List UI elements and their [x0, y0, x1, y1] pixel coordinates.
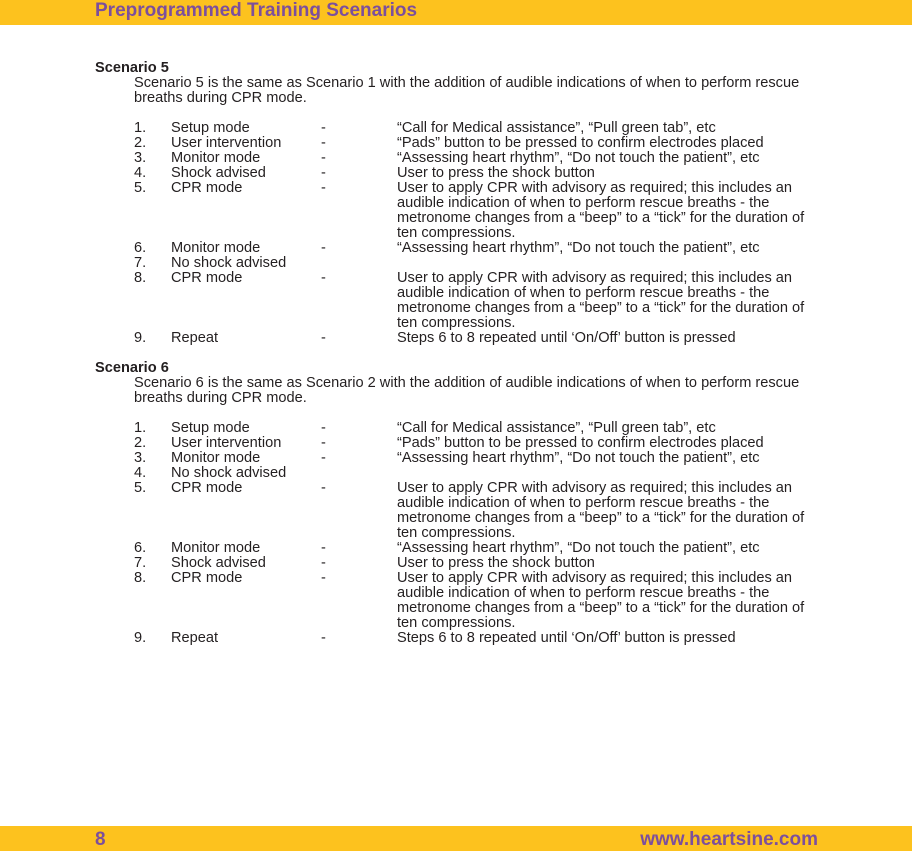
- step-dash: -: [321, 150, 326, 166]
- step-dash: -: [321, 480, 326, 496]
- page-content: [95, 61, 835, 646]
- scenario-heading: Scenario 6: [95, 360, 169, 376]
- step-name: Monitor mode: [171, 150, 261, 166]
- step-row: [134, 541, 835, 556]
- step-description: “Assessing heart rhythm”, “Do not touch the patient”, etc: [397, 150, 760, 166]
- step-number: 5.: [134, 180, 147, 196]
- step-name: Shock advised: [171, 555, 266, 571]
- step-name: CPR mode: [171, 570, 243, 586]
- step-row: [134, 571, 835, 631]
- step-row: [134, 136, 835, 151]
- step-name: Monitor mode: [171, 450, 261, 466]
- step-number: 9.: [134, 330, 147, 346]
- scenario-intro: Scenario 5 is the same as Scenario 1 with the addition of audible indications of when to perform rescue breaths during CPR mode.: [134, 75, 800, 106]
- step-description: Steps 6 to 8 repeated until ‘On/Off’ button is pressed: [397, 630, 736, 646]
- step-number: 6.: [134, 240, 147, 256]
- footer-bar: [0, 826, 912, 851]
- step-name: No shock advised: [171, 255, 287, 271]
- step-number: 8.: [134, 270, 147, 286]
- step-name: Monitor mode: [171, 240, 261, 256]
- step-row: [134, 421, 835, 436]
- step-description: User to apply CPR with advisory as required; this includes an audible indication of when to perform rescue breaths - the metronome changes from a “beep” to a “tick” for the duration of ten compressions.: [397, 480, 805, 541]
- step-dash: -: [321, 555, 326, 571]
- step-dash: -: [321, 165, 326, 181]
- step-description: “Assessing heart rhythm”, “Do not touch the patient”, etc: [397, 240, 760, 256]
- step-name: Setup mode: [171, 420, 250, 436]
- step-name: Shock advised: [171, 165, 266, 181]
- header-bar: [0, 0, 912, 25]
- step-dash: -: [321, 570, 326, 586]
- step-description: “Assessing heart rhythm”, “Do not touch the patient”, etc: [397, 540, 760, 556]
- step-dash: -: [321, 240, 326, 256]
- step-row: [134, 451, 835, 466]
- step-name: CPR mode: [171, 270, 243, 286]
- step-number: 1.: [134, 420, 147, 436]
- step-number: 1.: [134, 120, 147, 136]
- step-row: [134, 256, 835, 271]
- step-number: 5.: [134, 480, 147, 496]
- step-description: User to apply CPR with advisory as required; this includes an audible indication of when to perform rescue breaths - the metronome changes from a “beep” to a “tick” for the duration of ten compressions.: [397, 180, 805, 241]
- step-row: [134, 121, 835, 136]
- step-name: CPR mode: [171, 480, 243, 496]
- step-list: [134, 121, 835, 346]
- step-row: [134, 436, 835, 451]
- step-description: User to apply CPR with advisory as required; this includes an audible indication of when to perform rescue breaths - the metronome changes from a “beep” to a “tick” for the duration of ten compressions.: [397, 570, 805, 631]
- step-name: Repeat: [171, 330, 219, 346]
- step-row: [134, 181, 835, 241]
- page-title: Preprogrammed Training Scenarios: [95, 0, 418, 21]
- step-dash: -: [321, 630, 326, 646]
- step-number: 3.: [134, 150, 147, 166]
- step-description: User to apply CPR with advisory as required; this includes an audible indication of when to perform rescue breaths - the metronome changes from a “beep” to a “tick” for the duration of ten compressions.: [397, 270, 805, 331]
- step-description: “Assessing heart rhythm”, “Do not touch the patient”, etc: [397, 450, 760, 466]
- step-row: [134, 556, 835, 571]
- step-dash: -: [321, 330, 326, 346]
- step-name: CPR mode: [171, 180, 243, 196]
- step-description: “Call for Medical assistance”, “Pull green tab”, etc: [397, 420, 716, 436]
- step-row: [134, 241, 835, 256]
- step-dash: -: [321, 120, 326, 136]
- step-dash: -: [321, 270, 326, 286]
- step-description: “Call for Medical assistance”, “Pull green tab”, etc: [397, 120, 716, 136]
- step-description: “Pads” button to be pressed to confirm electrodes placed: [397, 135, 764, 151]
- step-description: “Pads” button to be pressed to confirm electrodes placed: [397, 435, 764, 451]
- step-description: User to press the shock button: [397, 165, 595, 181]
- step-number: 8.: [134, 570, 147, 586]
- spacer: [95, 346, 835, 361]
- step-name: Monitor mode: [171, 540, 261, 556]
- step-row: [134, 481, 835, 541]
- step-number: 4.: [134, 465, 147, 481]
- step-description: Steps 6 to 8 repeated until ‘On/Off’ button is pressed: [397, 330, 736, 346]
- step-row: [134, 151, 835, 166]
- step-number: 4.: [134, 165, 147, 181]
- step-row: [134, 271, 835, 331]
- step-name: User intervention: [171, 135, 282, 151]
- step-name: Repeat: [171, 630, 219, 646]
- step-number: 9.: [134, 630, 147, 646]
- step-number: 7.: [134, 555, 147, 571]
- step-name: No shock advised: [171, 465, 287, 481]
- scenario-intro: Scenario 6 is the same as Scenario 2 with the addition of audible indications of when to perform rescue breaths during CPR mode.: [134, 375, 800, 406]
- step-name: User intervention: [171, 435, 282, 451]
- scenario-section: [95, 61, 835, 346]
- scenario-heading: Scenario 5: [95, 60, 169, 76]
- step-dash: -: [321, 135, 326, 151]
- step-number: 2.: [134, 135, 147, 151]
- step-dash: -: [321, 450, 326, 466]
- step-number: 6.: [134, 540, 147, 556]
- step-dash: -: [321, 435, 326, 451]
- step-number: 3.: [134, 450, 147, 466]
- website-link[interactable]: www.heartsine.com: [640, 829, 818, 850]
- scenario-section: [95, 361, 835, 646]
- step-name: Setup mode: [171, 120, 250, 136]
- step-number: 2.: [134, 435, 147, 451]
- step-dash: -: [321, 540, 326, 556]
- step-number: 7.: [134, 255, 147, 271]
- step-row: [134, 331, 835, 346]
- step-row: [134, 631, 835, 646]
- step-row: [134, 466, 835, 481]
- step-description: User to press the shock button: [397, 555, 595, 571]
- step-dash: -: [321, 180, 326, 196]
- step-list: [134, 421, 835, 646]
- page-number: 8: [95, 829, 106, 850]
- step-row: [134, 166, 835, 181]
- step-dash: -: [321, 420, 326, 436]
